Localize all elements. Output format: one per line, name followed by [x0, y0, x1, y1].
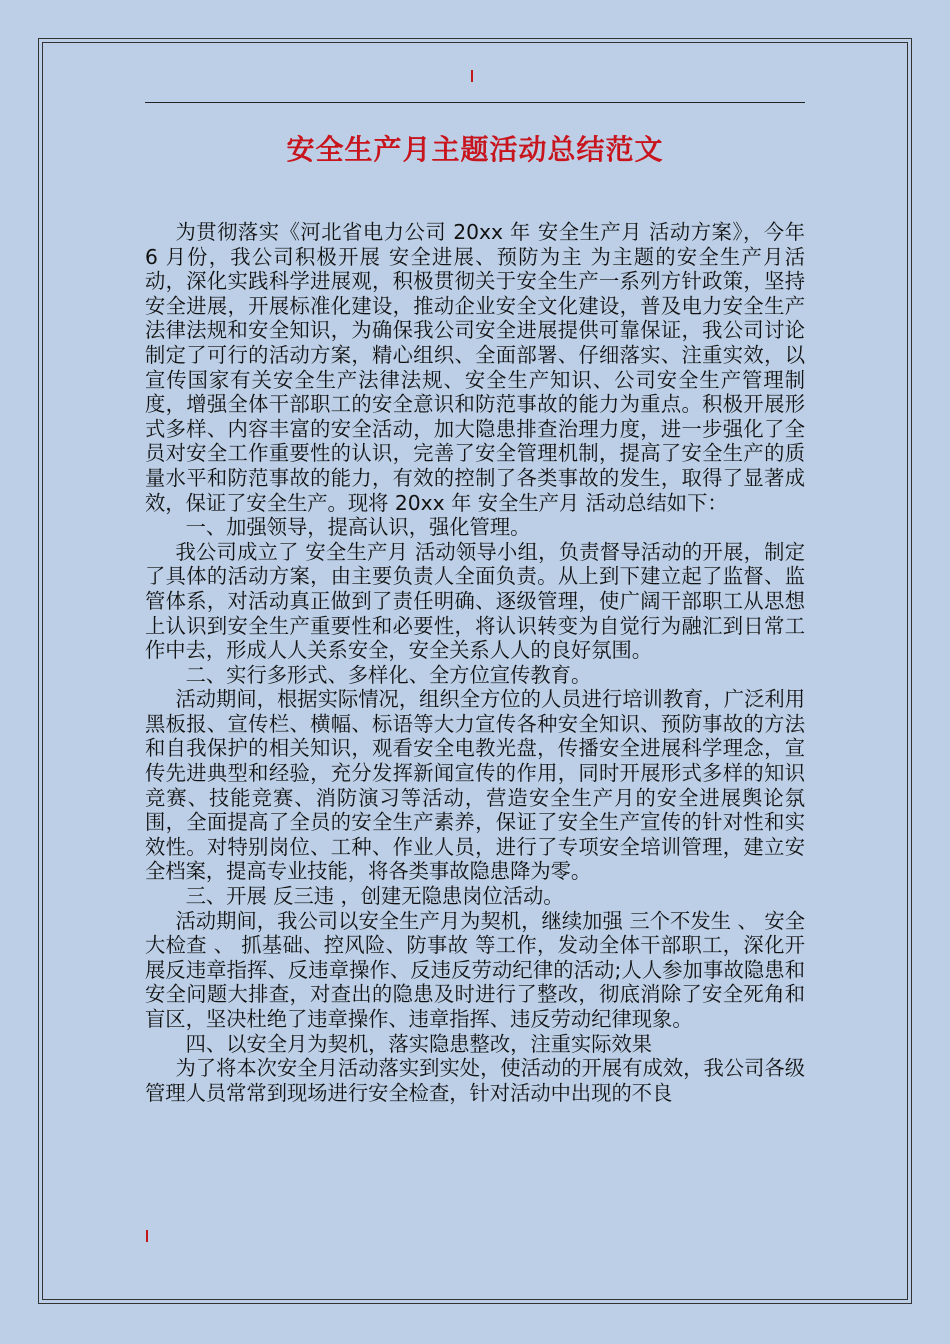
section-heading-1: 一、加强领导，提高认识，强化管理。: [185, 515, 531, 540]
paragraph-section-3: 活动期间，我公司以安全生产月为契机，继续加强 三个不发生 、 安全大检查 、 抓基础、控风险、防事故 等工作，发动全体干部职工，深化开展反违章指挥、反违章操作、反违反劳动纪律的活动;人人参加事故隐患和安全问题大排查，对查出的隐患及时进行了整改，彻底消除了安全死角和盲区，坚决杜绝了违章操作、违章指挥、违反劳动纪律现象。: [145, 908, 805, 1031]
paragraph-section-2: 活动期间，根据实际情况，组织全方位的人员进行培训教育，广泛利用黑板报、宣传栏、横幅、标语等大力宣传各种安全知识、预防事故的方法和自我保护的相关知识，观看安全电教光盘，传播安全进展科学理念，宣传先进典型和经验，充分发挥新闻宣传的作用，同时开展形式多样的知识竞赛、技能竞赛、消防演习等活动，营造安全生产月的安全进展舆论氛围，全面提高了全员的安全生产素养，保证了安全生产宣传的针对性和实效性。对特别岗位、工种、作业人员，进行了专项安全培训管理，建立安全档案，提高专业技能，将各类事故隐患降为零。: [145, 687, 805, 884]
document-body: [145, 220, 805, 1105]
document-title: 安全生产月主题活动总结范文: [286, 133, 664, 166]
section-heading-4: 四、以安全月为契机，落实隐患整改，注重实际效果: [185, 1031, 653, 1056]
header-marker: [471, 70, 473, 82]
paragraph-intro: 为贯彻落实《河北省电力公司 20xx 年 安全生产月 活动方案》，今年 6 月份，我公司积极开展 安全进展、预防为主 为主题的安全生产月活动，深化实践科学进展观，积极贯彻关于安全生产一系列方针政策，坚持安全进展，开展标准化建设，推动企业安全文化建设，普及电力安全生产法律法规和安全知识，为确保我公司安全进展提供可靠保证，我公司讨论制定了可行的活动方案，精心组织、全面部署、仔细落实、注重实效，以宣传国家有关安全生产法律法规、安全生产知识、公司安全生产管理制度，增强全体干部职工的安全意识和防范事故的能力为重点。积极开展形式多样、内容丰富的安全活动，加大隐患排查治理力度，进一步强化了全员对安全工作重要性的认识，完善了安全管理机制，提高了安全生产的质量水平和防范事故的能力，有效的控制了各类事故的发生，取得了显著成效，保证了安全生产。现将 20xx 年 安全生产月 活动总结如下：: [145, 220, 805, 515]
section-heading-2: 二、实行多形式、多样化、全方位宣传教育。: [185, 662, 592, 687]
section-heading-3: 三、开展 反三违 ，创建无隐患岗位活动。: [185, 884, 564, 909]
header-rule: [145, 102, 805, 103]
paragraph-section-1: 我公司成立了 安全生产月 活动领导小组，负责督导活动的开展，制定了具体的活动方案，由主要负责人全面负责。从上到下建立起了监督、监管体系，对活动真正做到了责任明确、逐级管理，使广阔干部职工从思想上认识到安全生产重要性和必要性，将认识转变为自觉行为融汇到日常工作中去，形成人人关系安全，安全关系人人的良好氛围。: [145, 539, 805, 663]
paragraph-section-4: 为了将本次安全月活动落实到实处，使活动的开展有成效，我公司各级管理人员常常到现场进行安全检查，针对活动中出现的不良: [145, 1056, 805, 1105]
footer-marker: [146, 1230, 148, 1242]
